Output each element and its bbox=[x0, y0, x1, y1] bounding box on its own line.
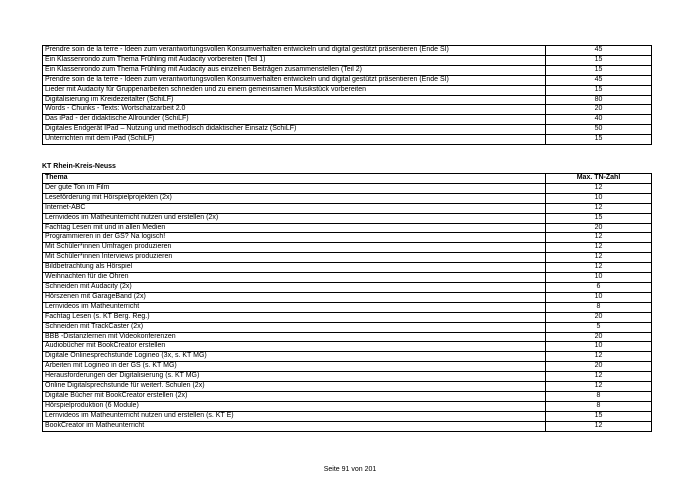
max-participants-cell: 15 bbox=[546, 55, 652, 65]
max-participants-cell: 8 bbox=[546, 302, 652, 312]
topic-cell: Weihnachten für die Ohren bbox=[43, 273, 546, 283]
table-row bbox=[43, 193, 652, 203]
table-row bbox=[43, 312, 652, 322]
max-participants-cell: 45 bbox=[546, 46, 652, 56]
max-participants-cell: 20 bbox=[546, 223, 652, 233]
table-row bbox=[43, 273, 652, 283]
topic-cell: Internet-ABC bbox=[43, 203, 546, 213]
topic-cell: Leseförderung mit Hörspielprojekten (2x) bbox=[43, 193, 546, 203]
topic-cell: Lernvideos im Matheunterricht nutzen und erstellen (s. KT E) bbox=[43, 411, 546, 421]
section-title: KT Rhein-Kreis-Neuss bbox=[42, 163, 116, 170]
topic-cell: Digitales Endgerät IPad – Nutzung und methodisch didaktischer Einsatz (SchiLF) bbox=[43, 125, 546, 135]
max-participants-cell: 12 bbox=[546, 253, 652, 263]
max-participants-cell: 10 bbox=[546, 342, 652, 352]
previous-section-table bbox=[42, 45, 652, 145]
max-participants-cell: 15 bbox=[546, 213, 652, 223]
max-participants-cell: 8 bbox=[546, 401, 652, 411]
table-row bbox=[43, 105, 652, 115]
max-participants-cell: 15 bbox=[546, 65, 652, 75]
max-participants-cell: 15 bbox=[546, 85, 652, 95]
table-row bbox=[43, 372, 652, 382]
topic-cell: Arbeiten mit Logineo in der GS (s. KT MG) bbox=[43, 362, 546, 372]
topic-cell: Lernvideos im Matheunterricht bbox=[43, 302, 546, 312]
topic-cell: Bildbetrachtung als Hörspiel bbox=[43, 263, 546, 273]
max-participants-cell: 20 bbox=[546, 105, 652, 115]
topic-cell: Lieder mit Audacity für Gruppenarbeiten schneiden und zu einem gemeinsamen Musikstück vorbereiten bbox=[43, 85, 546, 95]
table-row bbox=[43, 183, 652, 193]
max-participants-cell: 15 bbox=[546, 135, 652, 145]
topic-cell: Das iPad - der didaktische Allrounder (SchiLF) bbox=[43, 115, 546, 125]
table-row bbox=[43, 391, 652, 401]
max-participants-cell: 10 bbox=[546, 193, 652, 203]
table-row bbox=[43, 75, 652, 85]
table-row bbox=[43, 213, 652, 223]
table-row bbox=[43, 382, 652, 392]
max-participants-cell: 40 bbox=[546, 115, 652, 125]
table-row bbox=[43, 85, 652, 95]
header-max-participants: Max. TN-Zahl bbox=[546, 174, 652, 184]
max-participants-cell: 12 bbox=[546, 203, 652, 213]
table-row bbox=[43, 342, 652, 352]
topic-cell: Words - Chunks - Texts: Wortschatzarbeit 2.0 bbox=[43, 105, 546, 115]
max-participants-cell: 20 bbox=[546, 332, 652, 342]
topic-cell: BookCreator im Matheunterricht bbox=[43, 421, 546, 431]
max-participants-cell: 20 bbox=[546, 362, 652, 372]
table-row bbox=[43, 243, 652, 253]
table-row bbox=[43, 46, 652, 56]
topic-cell: Prendre soin de la terre - Ideen zum verantwortungsvollen Konsumverhalten entwickeln und digital gestützt präsentieren (Ende SI) bbox=[43, 75, 546, 85]
topic-cell: Audiobücher mit BookCreator erstellen bbox=[43, 342, 546, 352]
topic-cell: Unterrichten mit dem iPad (SchiLF) bbox=[43, 135, 546, 145]
table-row bbox=[43, 352, 652, 362]
table-header-row bbox=[43, 174, 652, 184]
table-row bbox=[43, 115, 652, 125]
max-participants-cell: 6 bbox=[546, 282, 652, 292]
table-row bbox=[43, 223, 652, 233]
topic-cell: Mit Schüler*innen Interviews produzieren bbox=[43, 253, 546, 263]
topic-cell: BBB -Distanzlernen mit Videokonferenzen bbox=[43, 332, 546, 342]
table-row bbox=[43, 292, 652, 302]
max-participants-cell: 12 bbox=[546, 243, 652, 253]
table-row bbox=[43, 55, 652, 65]
max-participants-cell: 10 bbox=[546, 292, 652, 302]
table-row bbox=[43, 411, 652, 421]
topic-cell: Fachtag Lesen mit und in allen Medien bbox=[43, 223, 546, 233]
table-row bbox=[43, 322, 652, 332]
topic-cell: Digitale Bücher mit BookCreator erstellen (2x) bbox=[43, 391, 546, 401]
table-row bbox=[43, 421, 652, 431]
topic-cell: Ein Klassenrondo zum Thema Frühling mit Audacity vorbereiten (Teil 1) bbox=[43, 55, 546, 65]
topic-cell: Fachtag Lesen (s. KT Berg. Reg.) bbox=[43, 312, 546, 322]
table-row bbox=[43, 401, 652, 411]
header-topic: Thema bbox=[43, 174, 546, 184]
table-row bbox=[43, 203, 652, 213]
topic-cell: Herausforderungen der Digitalisierung (s. KT MG) bbox=[43, 372, 546, 382]
topic-cell: Programmieren in der GS? Na logisch! bbox=[43, 233, 546, 243]
table-row bbox=[43, 253, 652, 263]
max-participants-cell: 12 bbox=[546, 382, 652, 392]
max-participants-cell: 12 bbox=[546, 421, 652, 431]
topic-cell: Prendre soin de la terre - Ideen zum verantwortungsvollen Konsumverhalten entwickeln und digital gestützt präsentieren (Ende SI) bbox=[43, 46, 546, 56]
max-participants-cell: 12 bbox=[546, 352, 652, 362]
topic-cell: Hörspielproduktion (6 Module) bbox=[43, 401, 546, 411]
max-participants-cell: 45 bbox=[546, 75, 652, 85]
table-row bbox=[43, 65, 652, 75]
topic-cell: Schneiden mit TrackCaster (2x) bbox=[43, 322, 546, 332]
table-row bbox=[43, 362, 652, 372]
topic-cell: Digitale Onlinesprechstunde Logineo (3x, s. KT MG) bbox=[43, 352, 546, 362]
table-row bbox=[43, 282, 652, 292]
topic-cell: Digitalisierung im Kreidezeitalter (SchiLF) bbox=[43, 95, 546, 105]
topic-cell: Lernvideos im Matheunterricht nutzen und erstellen (2x) bbox=[43, 213, 546, 223]
topic-cell: Hörszenen mit GarageBand (2x) bbox=[43, 292, 546, 302]
table-row bbox=[43, 95, 652, 105]
max-participants-cell: 12 bbox=[546, 233, 652, 243]
max-participants-cell: 50 bbox=[546, 125, 652, 135]
table-row bbox=[43, 332, 652, 342]
topic-cell: Der gute Ton im Film bbox=[43, 183, 546, 193]
max-participants-cell: 12 bbox=[546, 263, 652, 273]
table-row bbox=[43, 125, 652, 135]
table-row bbox=[43, 135, 652, 145]
page-number: Seite 91 von 201 bbox=[323, 466, 377, 473]
max-participants-cell: 8 bbox=[546, 391, 652, 401]
max-participants-cell: 12 bbox=[546, 372, 652, 382]
rhein-kreis-neuss-table bbox=[42, 173, 652, 432]
max-participants-cell: 15 bbox=[546, 411, 652, 421]
max-participants-cell: 10 bbox=[546, 273, 652, 283]
table-row bbox=[43, 302, 652, 312]
max-participants-cell: 12 bbox=[546, 183, 652, 193]
table-row bbox=[43, 233, 652, 243]
topic-cell: Mit Schüler*innen Umfragen produzieren bbox=[43, 243, 546, 253]
table-row bbox=[43, 263, 652, 273]
max-participants-cell: 80 bbox=[546, 95, 652, 105]
topic-cell: Online Digitalsprechstunde für weiterf. Schulen (2x) bbox=[43, 382, 546, 392]
max-participants-cell: 5 bbox=[546, 322, 652, 332]
topic-cell: Ein Klassenrondo zum Thema Frühling mit Audacity aus einzelnen Beiträgen zusammenstellen (Teil 2) bbox=[43, 65, 546, 75]
topic-cell: Schneiden mit Audacity (2x) bbox=[43, 282, 546, 292]
max-participants-cell: 20 bbox=[546, 312, 652, 322]
